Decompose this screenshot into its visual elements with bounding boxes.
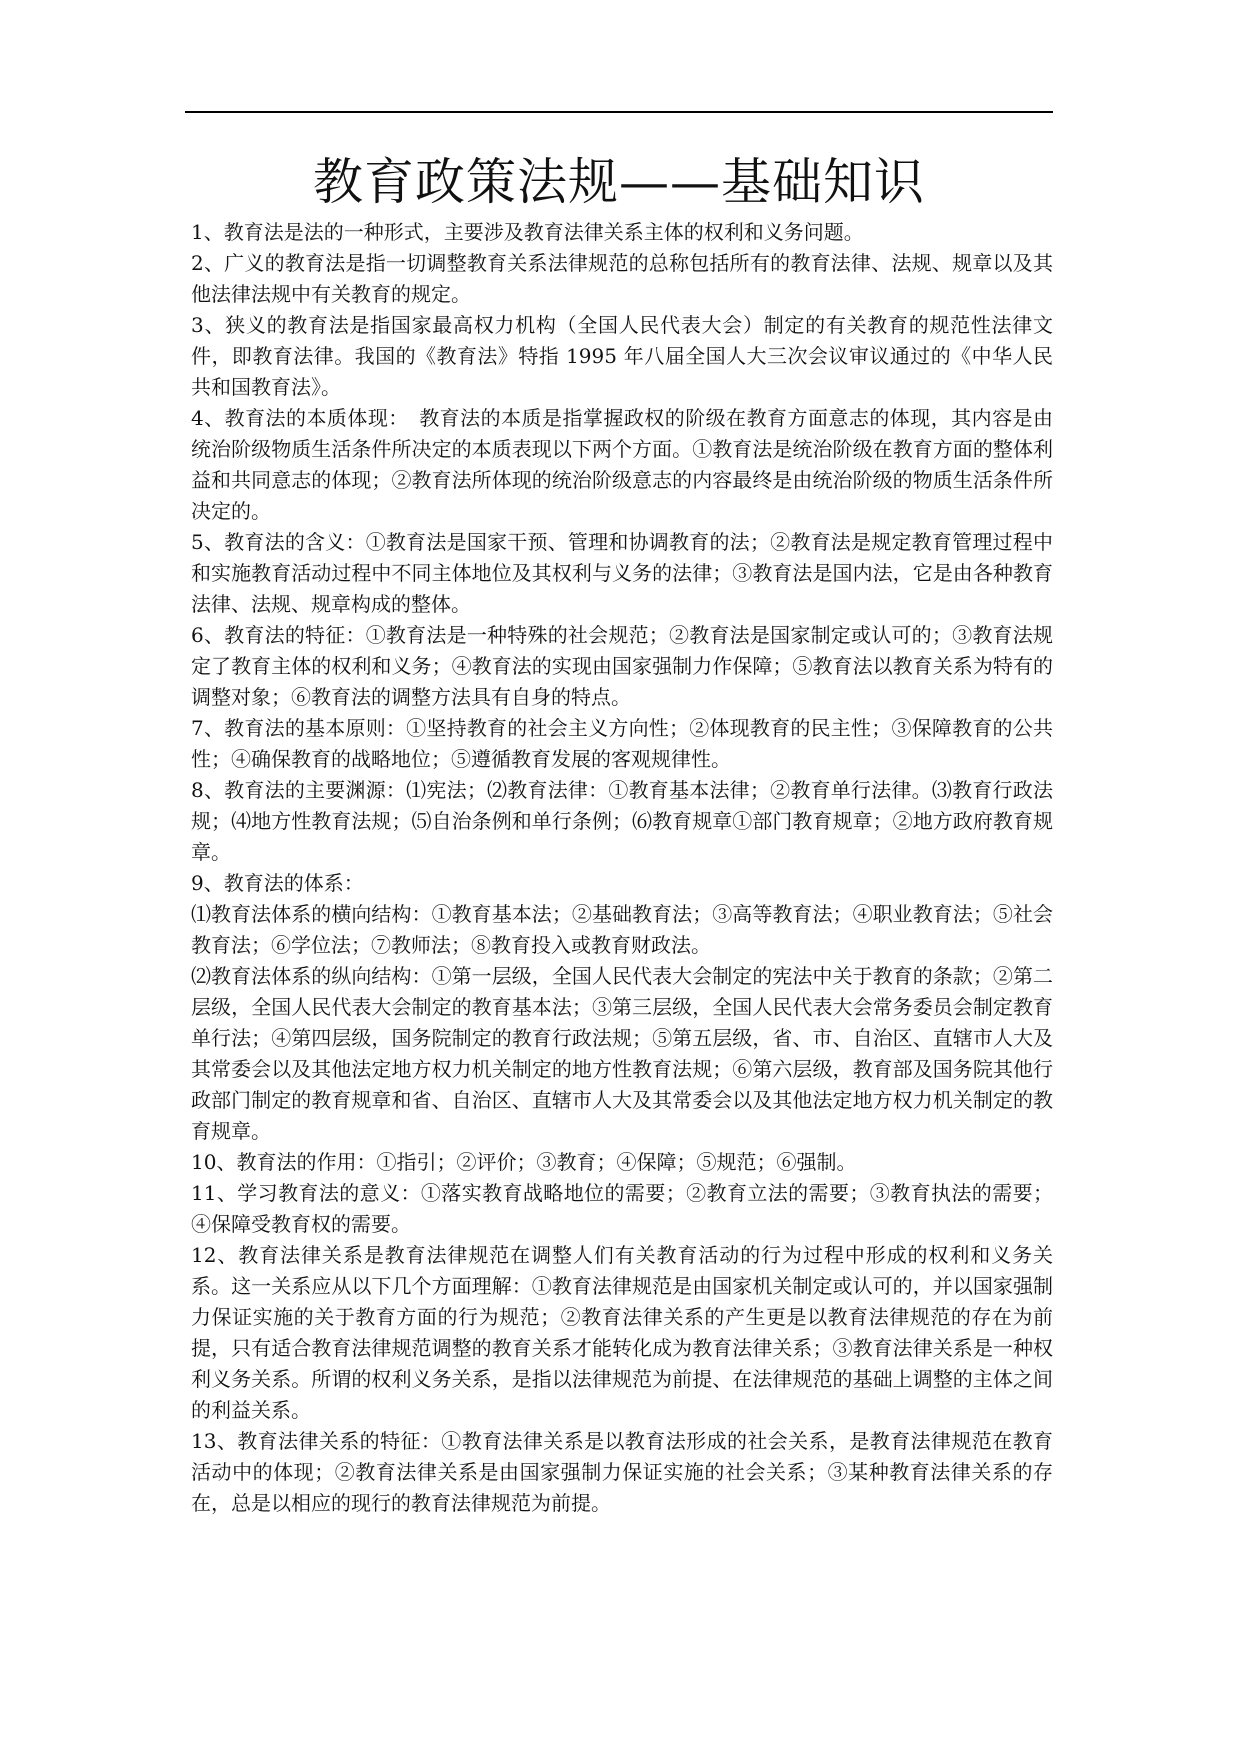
paragraph-12: 12、教育法律关系是教育法律规范在调整人们有关教育活动的行为过程中形成的权利和义务关系。这一关系应从以下几个方面理解：①教育法律规范是由国家机关制定或认可的，并以国家强制力保证实施的关于教育方面的行为规范；②教育法律关系的产生更是以教育法律规范的存在为前提，只有适合教育法律规范调整的教育关系才能转化成为教育法律关系；③教育法律关系是一种权利义务关系。所谓的权利义务关系，是指以法律规范为前提、在法律规范的基础上调整的主体之间的利益关系。 [191,1243,1053,1422]
paragraph-9: 9、教育法的体系： [191,871,364,895]
paragraph-2: 2、广义的教育法是指一切调整教育关系法律规范的总称包括所有的教育法律、法规、规章以及其他法律法规中有关教育的规定。 [191,251,1053,306]
document-title: 教育政策法规——基础知识 [313,153,925,211]
document-body [191,217,1053,1519]
paragraph-7: 7、教育法的基本原则：①坚持教育的社会主义方向性；②体现教育的民主性；③保障教育的公共性；④确保教育的战略地位；⑤遵循教育发展的客观规律性。 [191,716,1053,771]
paragraph-13: 13、教育法律关系的特征：①教育法律关系是以教育法形成的社会关系，是教育法律规范在教育活动中的体现；②教育法律关系是由国家强制力保证实施的社会关系；③某种教育法律关系的存在，总是以相应的现行的教育法律规范为前提。 [191,1429,1053,1515]
header-rule [185,111,1053,113]
paragraph-10: 10、教育法的作用：①指引；②评价；③教育；④保障；⑤规范；⑥强制。 [191,1150,857,1174]
paragraph-3: 3、狭义的教育法是指国家最高权力机构（全国人民代表大会）制定的有关教育的规范性法律文件，即教育法律。我国的《教育法》特指 1995 年八届全国人大三次会议审议通过的《中华人民共和国教育法》。 [191,313,1053,399]
paragraph-8: 8、教育法的主要渊源：⑴宪法；⑵教育法律：①教育基本法律；②教育单行法律。⑶教育行政法规；⑷地方性教育法规；⑸自治条例和单行条例；⑹教育规章①部门教育规章；②地方政府教育规章。 [191,778,1053,864]
paragraph-9-1: ⑴教育法体系的横向结构：①教育基本法；②基础教育法；③高等教育法；④职业教育法；⑤社会教育法；⑥学位法；⑦教师法；⑧教育投入或教育财政法。 [191,902,1053,957]
paragraph-5: 5、教育法的含义：①教育法是国家干预、管理和协调教育的法；②教育法是规定教育管理过程中和实施教育活动过程中不同主体地位及其权利与义务的法律；③教育法是国内法，它是由各种教育法律、法规、规章构成的整体。 [191,530,1053,616]
paragraph-11: 11、学习教育法的意义：①落实教育战略地位的需要；②教育立法的需要；③教育执法的需要；④保障受教育权的需要。 [191,1181,1053,1236]
paragraph-6: 6、教育法的特征：①教育法是一种特殊的社会规范；②教育法是国家制定或认可的；③教育法规定了教育主体的权利和义务；④教育法的实现由国家强制力作保障；⑤教育法以教育关系为特有的调整对象；⑥教育法的调整方法具有自身的特点。 [191,623,1053,709]
paragraph-9-2: ⑵教育法体系的纵向结构：①第一层级，全国人民代表大会制定的宪法中关于教育的条款；②第二层级，全国人民代表大会制定的教育基本法；③第三层级，全国人民代表大会常务委员会制定教育单行法；④第四层级，国务院制定的教育行政法规；⑤第五层级，省、市、自治区、直辖市人大及其常委会以及其他法定地方权力机关制定的地方性教育法规；⑥第六层级，教育部及国务院其他行政部门制定的教育规章和省、自治区、直辖市人大及其常委会以及其他法定地方权力机关制定的教育规章。 [191,964,1053,1143]
paragraph-4: 4、教育法的本质体现： 教育法的本质是指掌握政权的阶级在教育方面意志的体现，其内容是由统治阶级物质生活条件所决定的本质表现以下两个方面。①教育法是统治阶级在教育方面的整体利益和共同意志的体现；②教育法所体现的统治阶级意志的内容最终是由统治阶级的物质生活条件所决定的。 [191,406,1053,523]
paragraph-1: 1、教育法是法的一种形式，主要涉及教育法律关系主体的权利和义务问题。 [191,220,864,244]
